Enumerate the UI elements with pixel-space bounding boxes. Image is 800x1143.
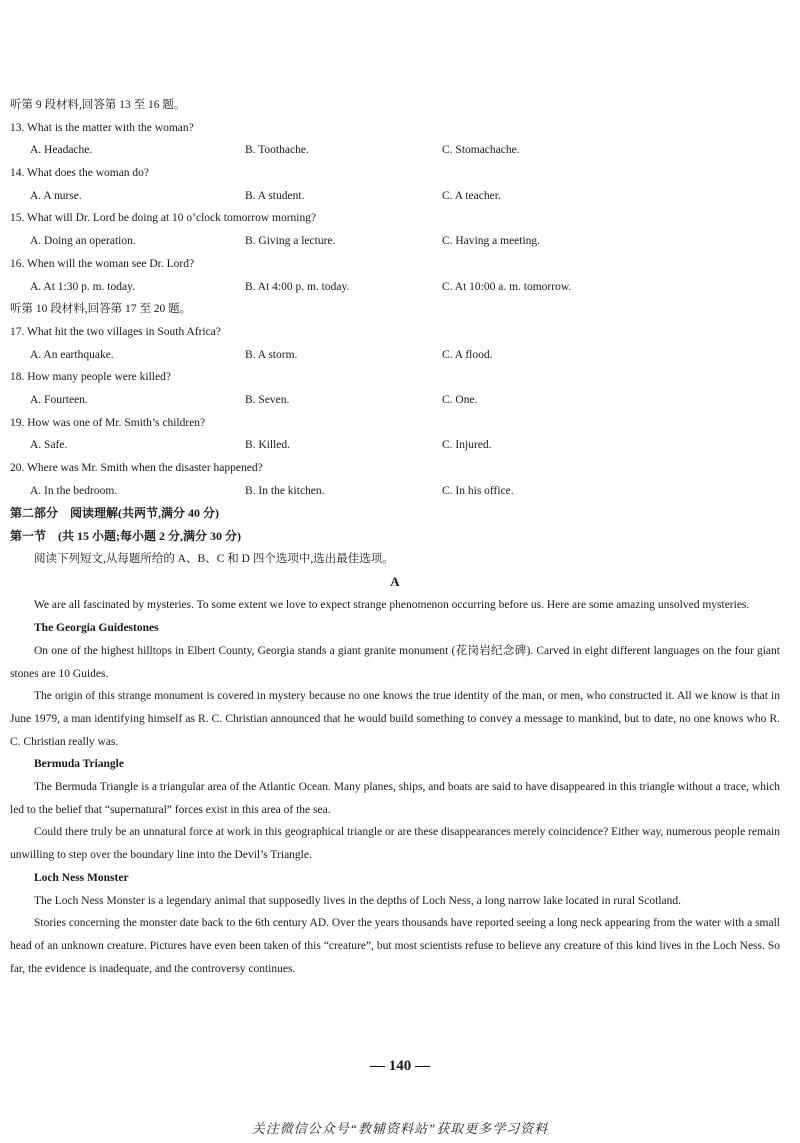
question-14 bbox=[10, 162, 780, 207]
bermuda-paragraph-1: The Bermuda Triangle is a triangular area of the Atlantic Ocean. Many planes, ships, and boats are said to have disappeared in this triangle without a trace, which led to the belief that “supernatural” forces exist in this area of the sea. bbox=[10, 781, 780, 816]
option-a: A. Headache. bbox=[30, 144, 93, 157]
option-c: C. One. bbox=[442, 393, 478, 406]
option-a: A. Fourteen. bbox=[30, 393, 88, 406]
option-c: C. A teacher. bbox=[442, 189, 501, 202]
options bbox=[10, 344, 780, 367]
loch-ness-paragraph-2: Stories concerning the monster date back to the 6th century AD. Over the years thousands have reported seeing a long neck appearing from the water with a small head of an unknown creature. Pictures have even been taken of this “creature”, but most scientists refuse to believe any creature of this kind lives in the Loch Ness. So far, the evidence is inadequate, and the controversy continues. bbox=[10, 917, 780, 975]
option-b: B. Seven. bbox=[245, 393, 290, 406]
option-a: A. In the bedroom. bbox=[30, 484, 118, 497]
option-b: B. A storm. bbox=[245, 348, 298, 361]
option-a: A. At 1:30 p. m. today. bbox=[30, 280, 135, 293]
question-13 bbox=[10, 117, 780, 162]
question-text: 15. What will Dr. Lord be doing at 10 o’clock tomorrow morning? bbox=[10, 212, 317, 225]
listening-section-9-heading: 听第 9 段材料,回答第 13 至 16 题。 bbox=[10, 99, 186, 111]
question-text: 18. How many people were killed? bbox=[10, 371, 171, 384]
option-b: B. Killed. bbox=[245, 439, 291, 452]
page-number: — 140 — bbox=[370, 1058, 430, 1074]
options bbox=[10, 389, 780, 412]
option-a: A. Doing an operation. bbox=[30, 235, 136, 248]
question-19 bbox=[10, 412, 780, 457]
bermuda-triangle-heading: Bermuda Triangle bbox=[34, 758, 124, 771]
section-1-heading: 第一节 (共 15 小题;每小题 2 分,满分 30 分) bbox=[10, 529, 241, 544]
georgia-guidestones-heading: The Georgia Guidestones bbox=[34, 622, 159, 635]
options bbox=[10, 276, 780, 299]
options bbox=[10, 230, 780, 253]
option-b: B. A student. bbox=[245, 189, 305, 202]
exam-page bbox=[10, 94, 780, 980]
option-a: A. Safe. bbox=[30, 439, 68, 452]
part-2-heading: 第二部分 阅读理解(共两节,满分 40 分) bbox=[10, 506, 219, 521]
question-text: 17. What hit the two villages in South Africa? bbox=[10, 325, 221, 338]
question-15 bbox=[10, 207, 780, 252]
option-c: C. In his office. bbox=[442, 484, 514, 497]
question-text: 19. How was one of Mr. Smith’s children? bbox=[10, 416, 206, 429]
options bbox=[10, 185, 780, 208]
question-16 bbox=[10, 253, 780, 298]
reading-instruction: 阅读下列短文,从每题所给的 A、B、C 和 D 四个选项中,选出最佳选项。 bbox=[34, 552, 394, 565]
question-group-13-16 bbox=[10, 117, 780, 299]
georgia-paragraph-2: The origin of this strange monument is covered in mystery because no one knows the true identity of the man, or men, who constructed it. All we know is that in June 1979, a man identifying himself as R. C. Christian announced that he would build something to convey a message to mankind, but to date, no one knows who R. C. Christian really was. bbox=[10, 690, 780, 748]
listening-section-10-heading: 听第 10 段材料,回答第 17 至 20 题。 bbox=[10, 303, 192, 316]
option-b: B. At 4:00 p. m. today. bbox=[245, 280, 350, 293]
option-b: B. Toothache. bbox=[245, 144, 309, 157]
question-text: 16. When will the woman see Dr. Lord? bbox=[10, 257, 195, 270]
question-17 bbox=[10, 321, 780, 366]
options bbox=[10, 434, 780, 457]
footer-note: 关注微信公众号“教辅资料站”获取更多学习资料 bbox=[251, 1121, 549, 1136]
loch-ness-heading: Loch Ness Monster bbox=[34, 871, 129, 884]
question-text: 14. What does the woman do? bbox=[10, 167, 150, 180]
question-20 bbox=[10, 457, 780, 502]
option-a: A. An earthquake. bbox=[30, 348, 114, 361]
option-c: C. At 10:00 a. m. tomorrow. bbox=[442, 280, 572, 293]
bermuda-paragraph-2: Could there truly be an unnatural force at work in this geographical triangle or are these disappearances merely coincidence? Either way, numerous people remain unwilling to step over the boundary line into the Devil’s Triangle. bbox=[10, 826, 780, 862]
georgia-paragraph-1: On one of the highest hilltops in Elbert County, Georgia stands a giant granite monument (花岗岩纪念碑). Carved in eight different languages on the four giant stones are 10 Guides. bbox=[10, 644, 780, 680]
loch-ness-paragraph-1: The Loch Ness Monster is a legendary animal that supposedly lives in the depths of Loch Ness, a long narrow lake located in rural Scotland. bbox=[34, 894, 682, 907]
option-b: B. Giving a lecture. bbox=[245, 235, 336, 248]
option-c: C. Injured. bbox=[442, 439, 492, 452]
question-group-17-20 bbox=[10, 321, 780, 503]
option-b: B. In the kitchen. bbox=[245, 484, 325, 497]
question-text: 13. What is the matter with the woman? bbox=[10, 121, 194, 134]
options bbox=[10, 139, 780, 162]
question-18 bbox=[10, 366, 780, 411]
options bbox=[10, 480, 780, 503]
question-text: 20. Where was Mr. Smith when the disaster happened? bbox=[10, 462, 263, 474]
option-c: C. Stomachache. bbox=[442, 144, 520, 157]
passage-label: A bbox=[390, 574, 400, 590]
option-c: C. Having a meeting. bbox=[442, 235, 541, 248]
option-a: A. A nurse. bbox=[30, 189, 82, 202]
passage-intro: We are all fascinated by mysteries. To some extent we love to expect strange phenomenon occurring before us. Here are some amazing unsolved mysteries. bbox=[34, 599, 750, 612]
option-c: C. A flood. bbox=[442, 348, 493, 361]
